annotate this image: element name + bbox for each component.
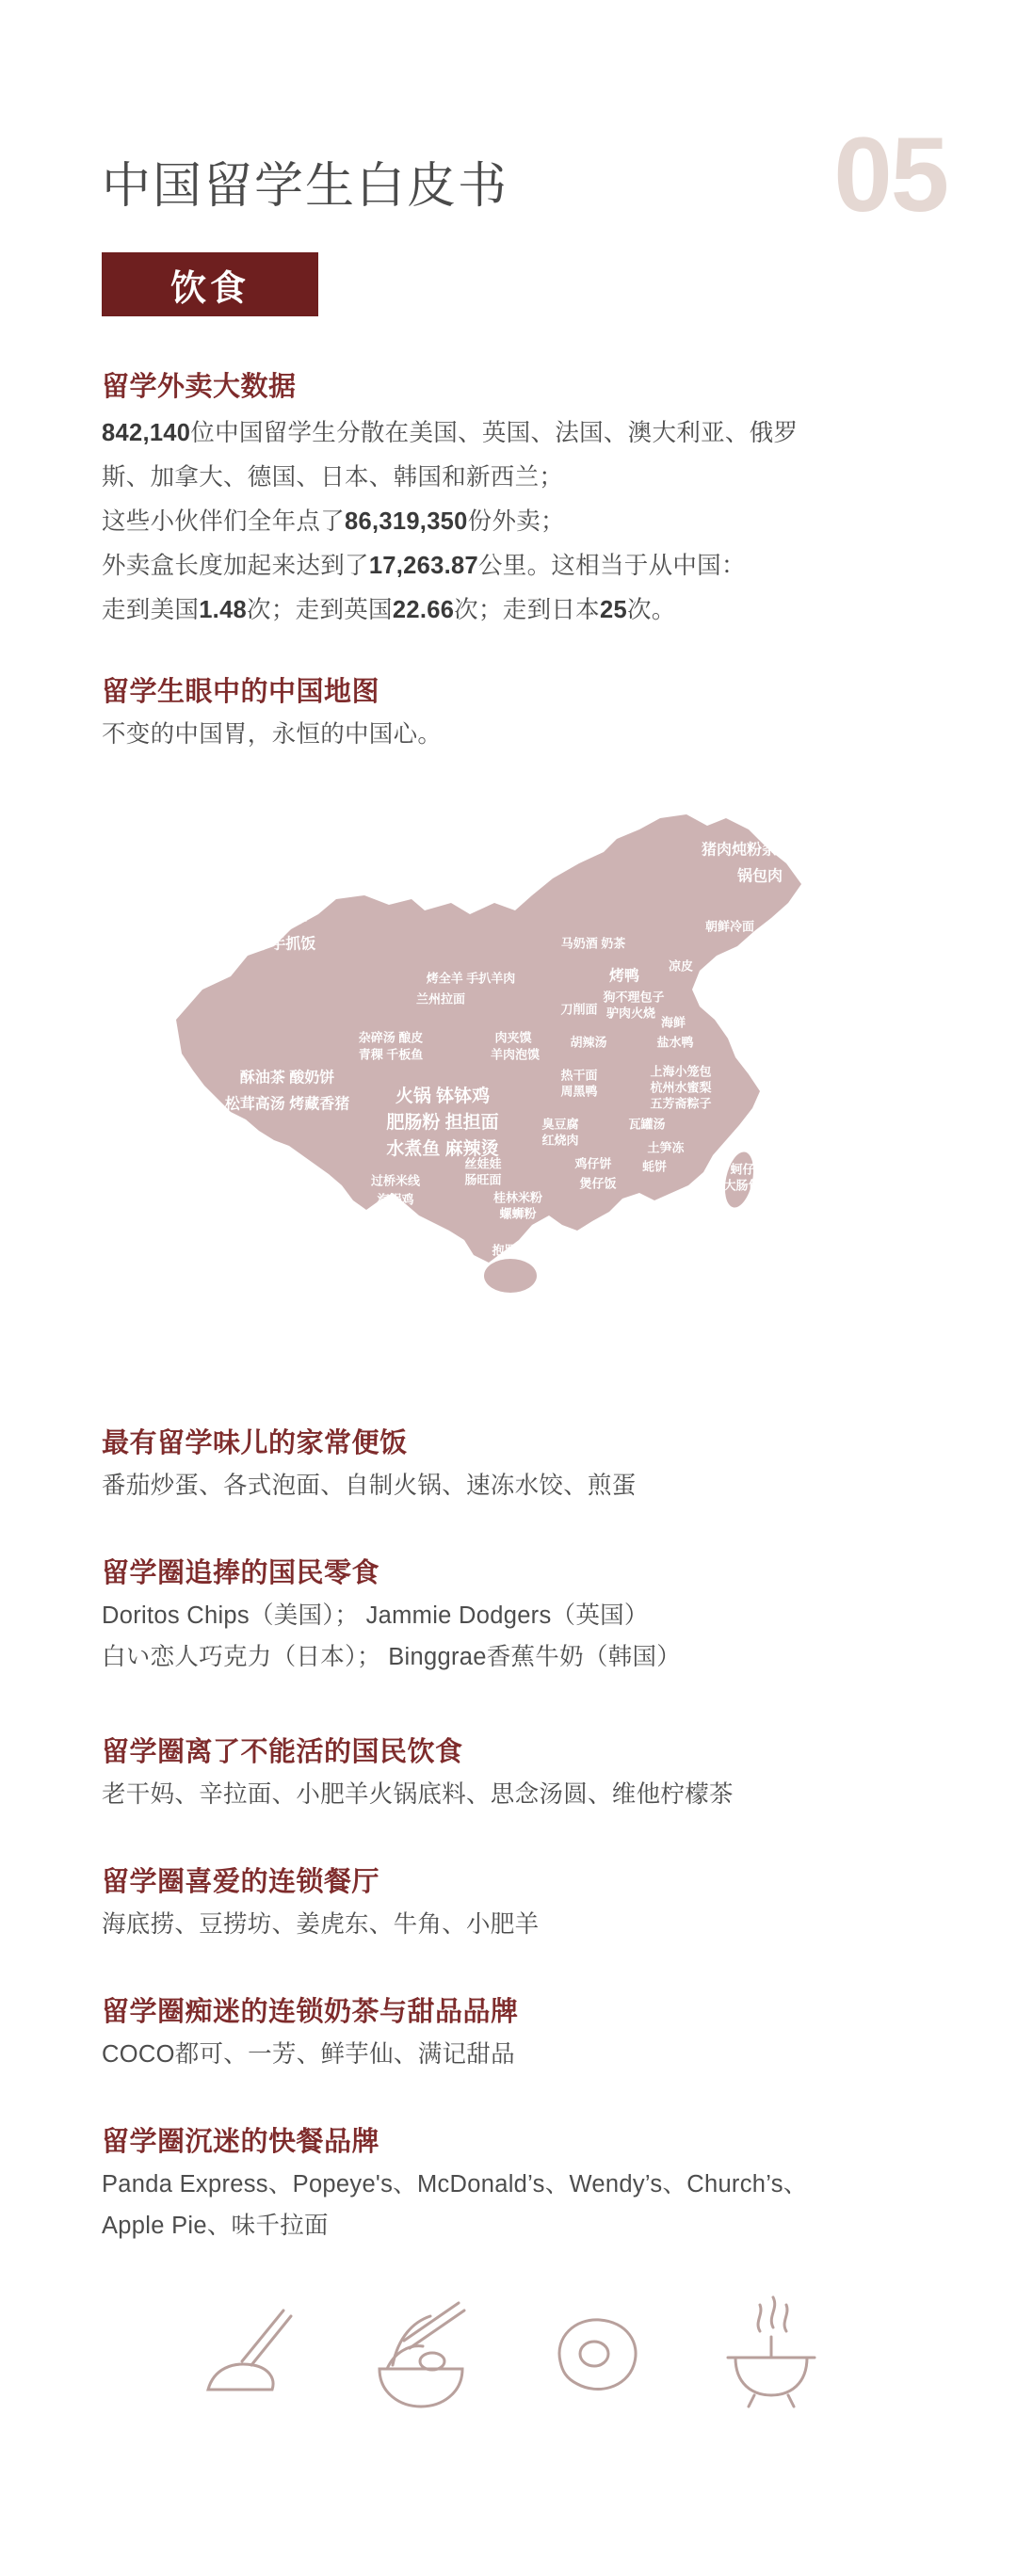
staples-line-1: 老干妈、辛拉面、小肥羊火锅底料、思念汤圆、维他柠檬茶 <box>102 1781 734 1808</box>
fastfood-line-1: Panda Express、Popeye's、McDonald’s、Wendy’s、Church’s、 <box>102 2171 808 2198</box>
map-label: 抱罗粉 <box>492 1243 529 1258</box>
map-label: 周黑鸭 <box>560 1084 598 1099</box>
map-label: 锅包肉 <box>736 868 783 885</box>
map-label: 杭州水蜜梨 <box>650 1080 712 1095</box>
fried-egg-icon <box>536 2278 656 2420</box>
map-label: 上海小笼包 <box>650 1064 712 1079</box>
map-label: 肠旺面 <box>464 1172 502 1187</box>
section-heading-fastfood: 留学圈沉迷的快餐品牌 <box>102 2127 380 2157</box>
map-label: 烤全羊 手扒羊肉 <box>426 971 516 986</box>
map-label: 盐水鸭 <box>656 1035 694 1050</box>
map-label: 胡辣汤 <box>570 1035 607 1050</box>
map-label: 大肠包小肠 <box>723 1178 785 1193</box>
map-label: 松茸高汤 烤藏香猪 <box>224 1096 350 1113</box>
milktea-line-1: COCO都可、一芳、鲜芋仙、满记甜品 <box>102 2041 515 2068</box>
map-label: 肥肠粉 担担面 <box>386 1113 499 1134</box>
page-title: 中国留学生白皮书 <box>102 159 509 214</box>
china-food-map <box>89 805 928 1389</box>
map-label: 煲仔饭 <box>579 1176 617 1191</box>
map-label: 朝鲜冷面 <box>704 919 755 934</box>
map-label: 刀削面 <box>560 1002 598 1017</box>
category-tag-label: 饮食 <box>170 268 250 309</box>
map-label: 驴肉火烧 <box>605 1006 656 1021</box>
section-heading-homecook: 最有留学味儿的家常便饭 <box>102 1428 408 1458</box>
section-heading-takeout: 留学外卖大数据 <box>102 372 297 402</box>
fastfood-line-2: Apple Pie、味千拉面 <box>102 2213 329 2239</box>
section-heading-map: 留学生眼中的中国地图 <box>102 677 380 707</box>
map-label: 火锅 钵钵鸡 <box>395 1087 491 1107</box>
hotpot-icon <box>711 2278 831 2420</box>
takeout-line-2: 斯、加拿大、德国、日本、韩国和新西兰； <box>102 464 564 491</box>
section-heading-snacks: 留学圈追捧的国民零食 <box>102 1558 380 1588</box>
map-label: 蚵仔煎 <box>730 1162 767 1177</box>
map-label: 切糕 羊肉串 <box>228 910 309 926</box>
map-label: 汽锅鸡 <box>377 1192 414 1207</box>
homecook-line-1: 番茄炒蛋、各式泡面、自制火锅、速冻水饺、煎蛋 <box>102 1473 637 1499</box>
takeout-line-3: 这些小伙伴们全年点了86,319,350份外卖； <box>102 508 565 535</box>
map-label: 鸡仔饼 <box>574 1156 612 1171</box>
map-label: 马奶酒 奶茶 <box>560 936 626 951</box>
map-label: 红烧肉 <box>541 1133 579 1148</box>
section-heading-restaurants: 留学圈喜爱的连锁餐厅 <box>102 1867 380 1897</box>
map-label: 羊肉泡馍 <box>490 1047 541 1062</box>
map-label: 五芳斋粽子 <box>650 1096 712 1111</box>
snacks-line-1: Doritos Chips（美国）； Jammie Dodgers（英国） <box>102 1602 649 1629</box>
map-label: 水煮鱼 麻辣烫 <box>386 1139 499 1160</box>
footer-icon-row <box>0 2278 1017 2448</box>
takeout-line-4: 外卖盒长度加起来达到了17,263.87公里。这相当于从中国： <box>102 553 746 579</box>
map-label: 丝娃娃 <box>464 1156 502 1171</box>
chopsticks-rice-icon <box>186 2278 306 2420</box>
restaurants-line-1: 海底捞、豆捞坊、姜虎东、牛角、小肥羊 <box>102 1911 540 1938</box>
map-label: 蚝饼 <box>641 1159 668 1174</box>
map-label: 海鲜 <box>660 1015 686 1030</box>
snacks-line-2: 白い恋人巧克力（日本）； Binggrae香蕉牛奶（韩国） <box>102 1644 682 1670</box>
section-heading-staples: 留学圈离了不能活的国民饮食 <box>102 1737 463 1767</box>
page-number: 05 <box>833 116 947 233</box>
map-label: 兰州拉面 <box>415 991 466 1006</box>
hainan-island <box>484 1259 537 1293</box>
map-label: 大盘鸡 手抓饭 <box>220 936 316 953</box>
map-label: 狗不理包子 <box>603 990 665 1005</box>
map-subtitle: 不变的中国胃，永恒的中国心。 <box>102 721 443 748</box>
map-label: 凉皮 <box>668 958 694 974</box>
takeout-line-5: 走到美国1.48次；走到英国22.66次；走到日本25次。 <box>102 597 676 623</box>
map-label: 桂林米粉 <box>492 1190 543 1205</box>
map-label: 酥油茶 酸奶饼 <box>239 1070 335 1087</box>
map-label: 瓦罐汤 <box>628 1117 666 1132</box>
map-label: 烤鸭 <box>608 968 640 985</box>
map-label: 杂碎汤 酿皮 <box>358 1030 424 1045</box>
map-label: 热干面 <box>560 1068 598 1083</box>
map-label: 青稞 千板鱼 <box>358 1047 424 1062</box>
map-label: 猪肉炖粉条 <box>701 842 778 859</box>
china-map-shape <box>89 805 928 1389</box>
section-heading-milktea: 留学圈痴迷的连锁奶茶与甜品品牌 <box>102 1997 519 2027</box>
map-label: 土笋冻 <box>647 1140 685 1155</box>
map-label: 臭豆腐 <box>541 1117 579 1132</box>
map-label: 过桥米线 <box>370 1173 421 1188</box>
takeout-line-1: 842,140位中国留学生分散在美国、英国、法国、澳大利亚、俄罗 <box>102 420 799 446</box>
category-tag <box>102 252 318 316</box>
noodle-bowl-icon <box>361 2278 481 2420</box>
map-label: 肉夹馍 <box>494 1030 532 1045</box>
map-label: 螺蛳粉 <box>499 1206 537 1221</box>
